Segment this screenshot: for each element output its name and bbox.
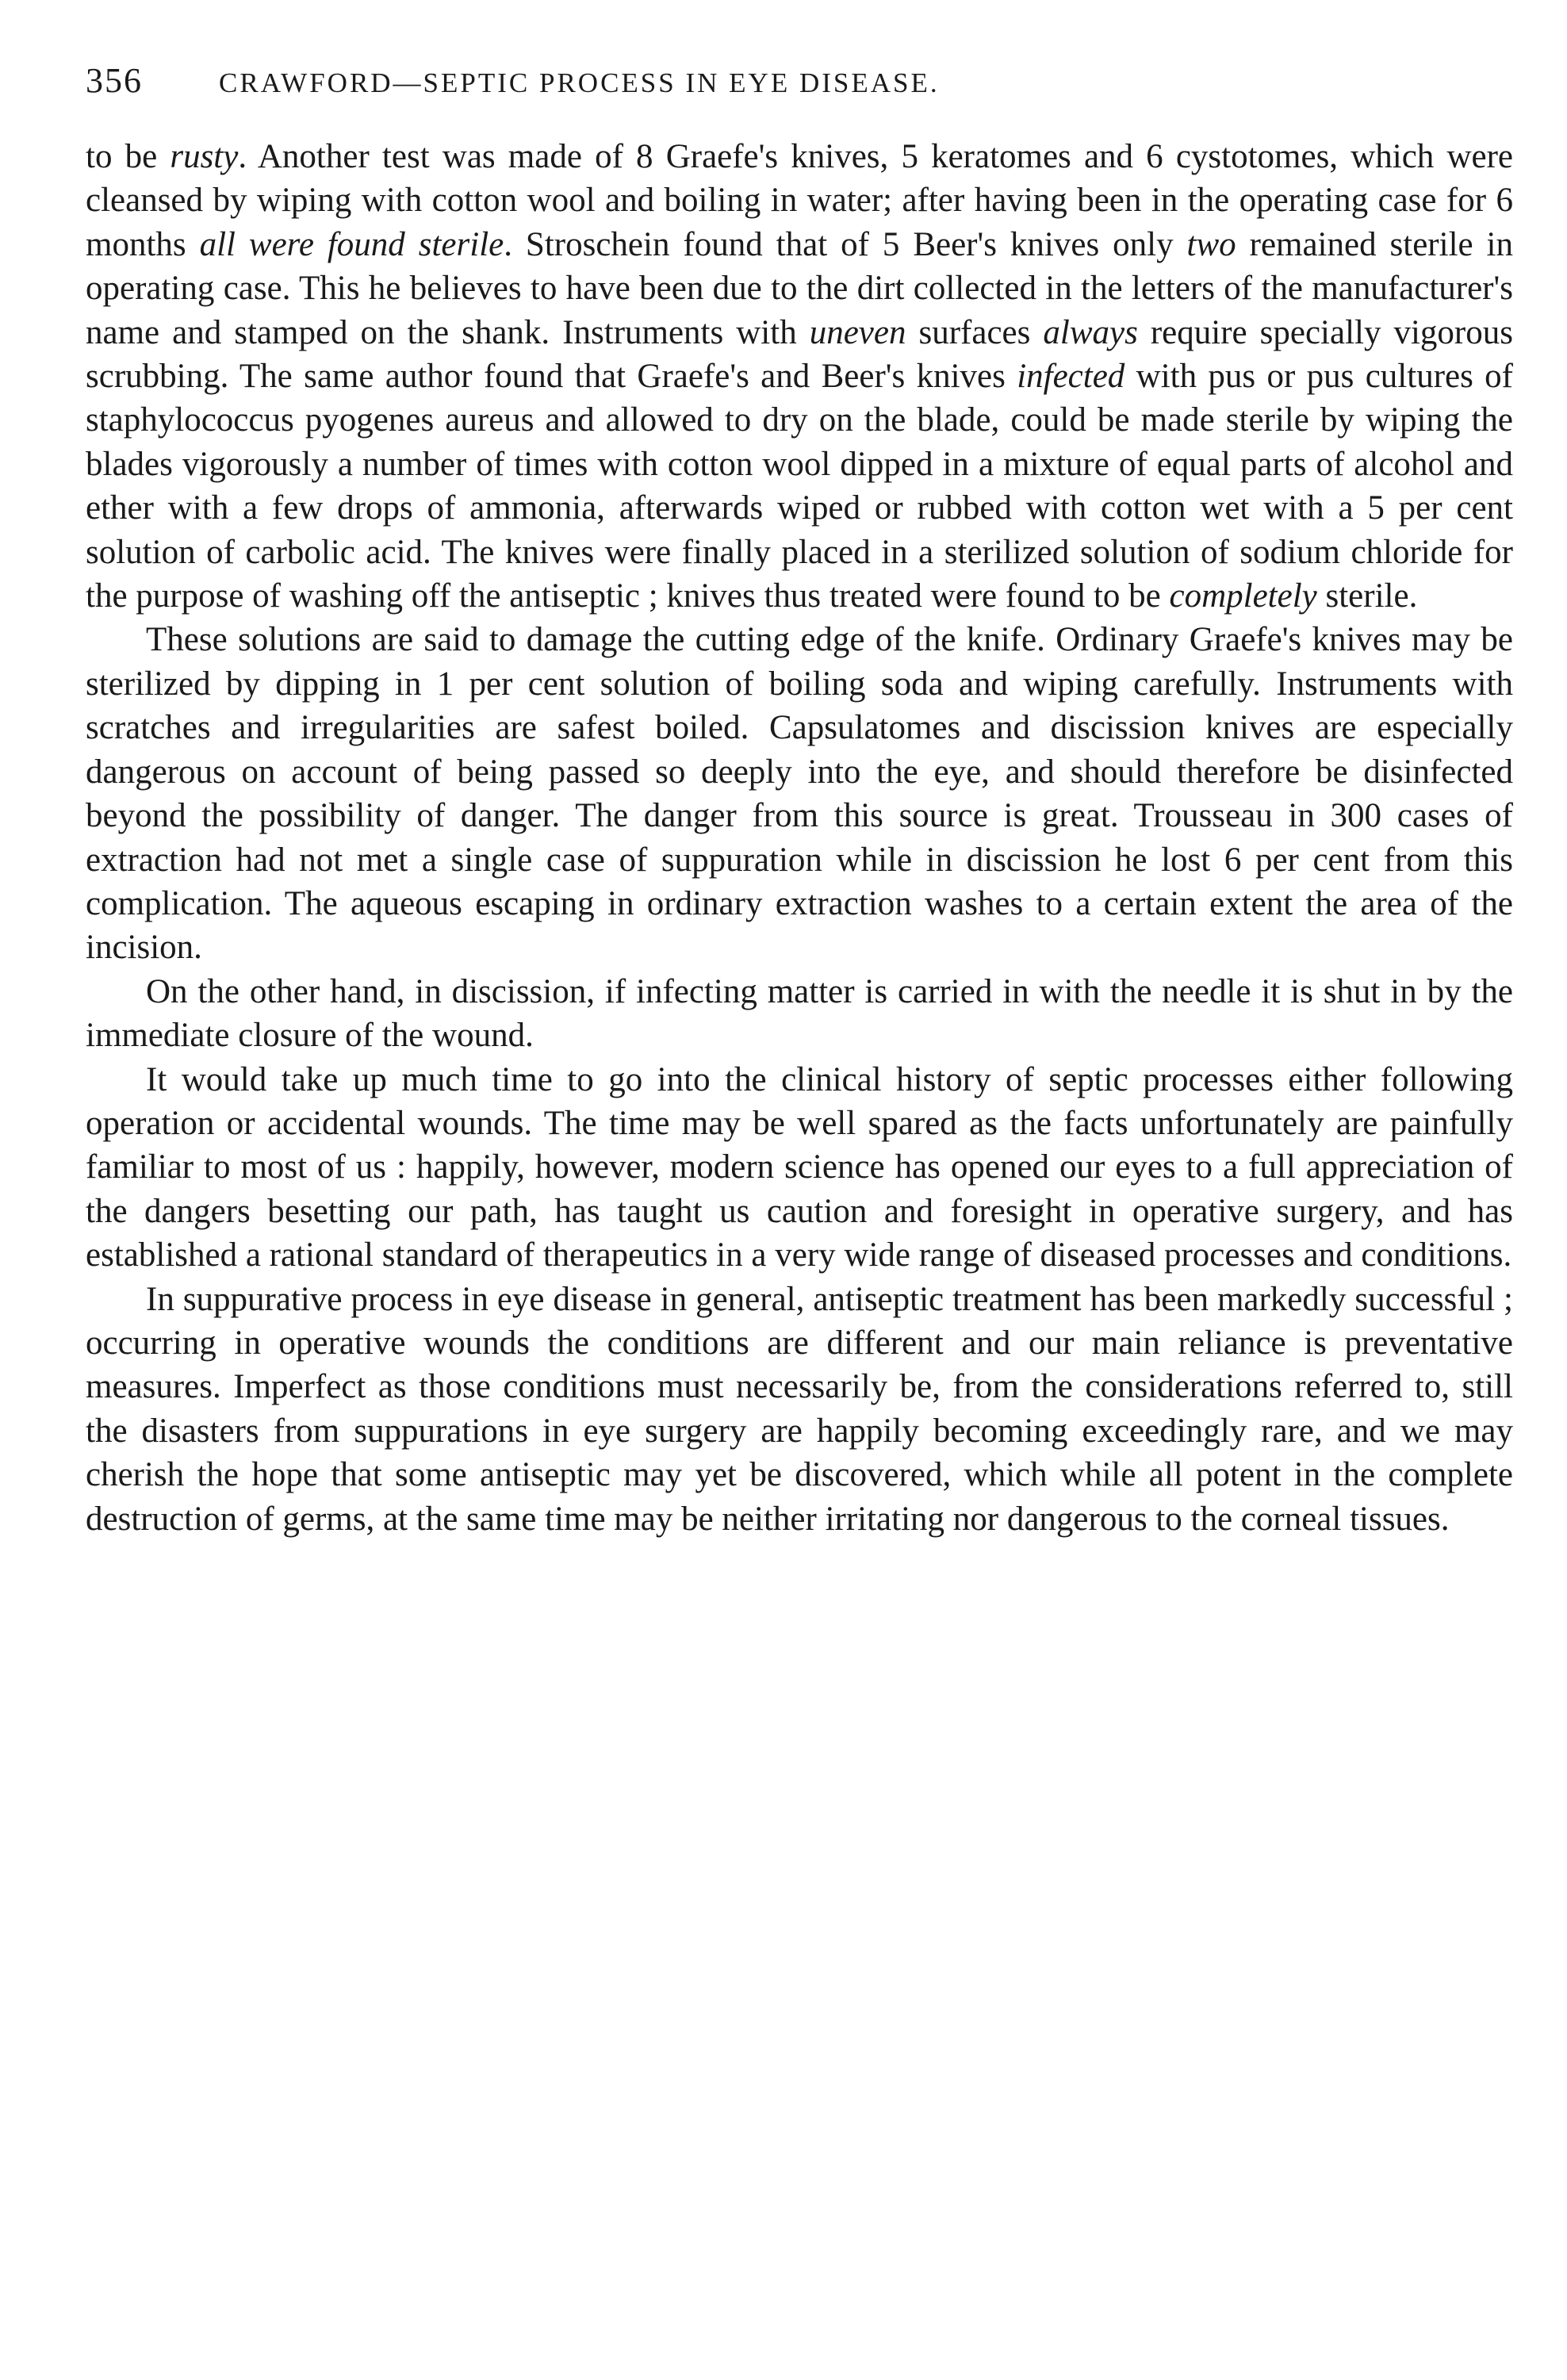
text-run: remained sterile in operating case. This he believes to have been due to the dirt collected in the letters of the manufacturer's name and stamped on the shank. Instruments with bbox=[86, 225, 1513, 351]
paragraph bbox=[86, 970, 1513, 1058]
italic-run: completely bbox=[1169, 577, 1317, 615]
italic-run: uneven bbox=[809, 313, 906, 351]
running-title: CRAWFORD—SEPTIC PROCESS IN EYE DISEASE. bbox=[219, 67, 940, 98]
text-run: On the other hand, in discission, if infecting matter is carried in with the needle it is shut in by the immediate closure of the wound. bbox=[86, 972, 1513, 1055]
text-run: These solutions are said to damage the cutting edge of the knife. Ordinary Graefe's knives may be sterilized by dipping in 1 per cent solution of boiling soda and wiping carefully. Instruments with scratches and irregularities are safest boiled. Capsulatomes and discission knives are especially dangerous on account of being passed so deeply into the eye, and should therefore be disinfected beyond the possibility of danger. The danger from this source is great. Trousseau in 300 cases of extraction had not met a single case of suppuration while in discission he lost 6 per cent from this complication. The aqueous escaping in ordinary extraction washes to a certain extent the area of the incision. bbox=[86, 621, 1513, 967]
text-run: sterile. bbox=[1316, 577, 1418, 615]
text-run: . Stroschein found that of 5 Beer's knives only bbox=[504, 225, 1187, 263]
text-run: surfaces bbox=[906, 313, 1044, 351]
italic-run: all were found sterile bbox=[199, 225, 504, 263]
italic-run: rusty bbox=[170, 138, 239, 175]
text-run: with pus or pus cultures of staphylococcus pyogenes aureus and allowed to dry on the blade, could be made sterile by wiping the blades vigorously a number of times with cotton wool dipped in a mixture of equal parts of alcohol and ether with a few drops of ammonia, afterwards wiped or rubbed with cotton wet with a 5 per cent solution of carbolic acid. The knives were finally placed in a sterilized solution of sodium chloride for the purpose of washing off the antiseptic ; knives thus treated were found to be bbox=[86, 358, 1513, 615]
paragraph bbox=[86, 1058, 1513, 1278]
paragraph bbox=[86, 1278, 1513, 1541]
text-run: . Another test was made of 8 Graefe's knives, 5 keratomes and 6 cystotomes, which were cleansed by wiping with cotton wool and boiling in water; after having been in the operating case for 6 months bbox=[86, 138, 1513, 263]
paragraph bbox=[86, 135, 1513, 618]
italic-run: two bbox=[1186, 225, 1236, 263]
paragraph bbox=[86, 618, 1513, 969]
body-text bbox=[86, 135, 1513, 1541]
text-run: It would take up much time to go into the clinical history of septic processes either following operation or accidental wounds. The time may be well spared as the facts unfortunately are painfully familiar to most of us : happily, however, modern science has opened our eyes to a full appreciation of the dangers besetting our path, has taught us caution and foresight in operative surgery, and has established a rational standard of therapeutics in a very wide range of diseased processes and conditions. bbox=[86, 1060, 1513, 1274]
italic-run: always bbox=[1043, 313, 1138, 351]
italic-run: infected bbox=[1017, 358, 1125, 396]
running-head bbox=[86, 60, 1497, 108]
text-run: to be bbox=[86, 138, 170, 175]
text-run: require specially vigorous scrubbing. The same author found that Graefe's and Beer's knives bbox=[86, 313, 1513, 396]
page-number: 356 bbox=[86, 61, 143, 100]
text-run: In suppurative process in eye disease in general, antiseptic treatment has been markedly successful ; occurring in operative wounds the conditions are different and our main reliance is preventative measures. Imperfect as those conditions must necessarily be, from the considerations referred to, still the disasters from suppurations in eye surgery are happily becoming exceedingly rare, and we may cherish the hope that some antiseptic may yet be discovered, which while all potent in the complete destruction of germs, at the same time may be neither irritating nor dangerous to the corneal tissues. bbox=[86, 1280, 1513, 1538]
